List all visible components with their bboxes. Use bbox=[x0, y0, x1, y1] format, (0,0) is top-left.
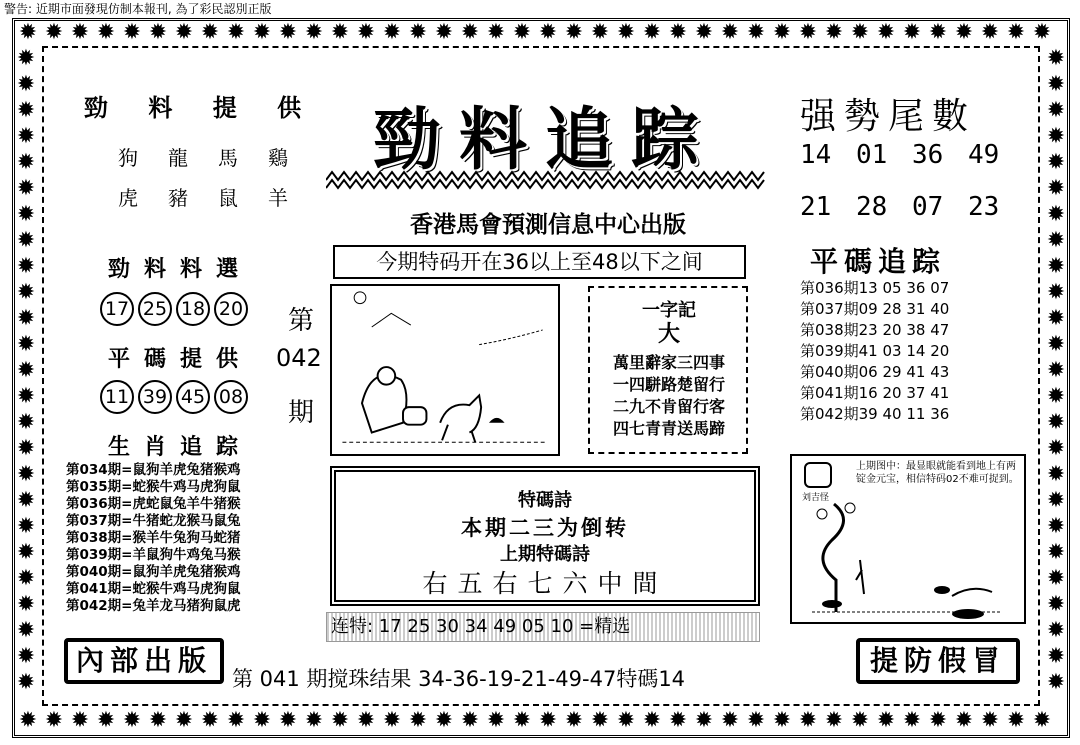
tail-heading: 强勢尾數 bbox=[800, 96, 977, 137]
sun-ornament-icon: ✹ bbox=[148, 708, 168, 733]
sx-list bbox=[66, 462, 241, 615]
sun-ornament-icon: ✹ bbox=[1046, 202, 1066, 227]
sun-ornament-icon: ✹ bbox=[1046, 436, 1066, 461]
sun-ornament-icon: ✹ bbox=[668, 708, 688, 733]
sun-ornament-icon: ✹ bbox=[876, 20, 896, 45]
sx-row: 第038期=猴羊牛兔狗马蛇猪 bbox=[66, 530, 241, 546]
tail-number: 36 bbox=[912, 140, 944, 170]
sun-ornament-icon: ✹ bbox=[746, 20, 766, 45]
sun-ornament-icon: ✹ bbox=[512, 708, 532, 733]
sun-ornament-icon: ✹ bbox=[1006, 20, 1026, 45]
sx-row: 第037期=牛猪蛇龙猴马鼠兔 bbox=[66, 513, 241, 529]
sun-ornament-icon: ✹ bbox=[278, 20, 298, 45]
sun-ornament-icon: ✹ bbox=[1046, 618, 1066, 643]
internal-badge: 內部出版 bbox=[64, 638, 224, 684]
sun-ornament-icon: ✹ bbox=[642, 708, 662, 733]
pick-numbers bbox=[100, 292, 250, 326]
sun-ornament-icon: ✹ bbox=[16, 540, 36, 565]
cartoon-logo-text: 刘吉怪 bbox=[802, 493, 830, 503]
tail-number: 23 bbox=[968, 192, 1000, 222]
ping-number: 45 bbox=[176, 380, 210, 414]
sun-ornament-icon: ✹ bbox=[16, 358, 36, 383]
pm-row: 第037期09 28 31 40 bbox=[800, 300, 950, 318]
sun-ornament-icon: ✹ bbox=[252, 708, 272, 733]
sun-ornament-icon: ✹ bbox=[16, 124, 36, 149]
sun-ornament-icon: ✹ bbox=[798, 708, 818, 733]
sun-ornament-icon: ✹ bbox=[928, 20, 948, 45]
sun-ornament-icon: ✹ bbox=[16, 566, 36, 591]
sun-ornament-icon: ✹ bbox=[304, 708, 324, 733]
anti-fake-badge: 提防假冒 bbox=[856, 638, 1020, 684]
sx-row: 第034期=鼠狗羊虎兔猪猴鸡 bbox=[66, 462, 241, 478]
publisher-line: 香港馬會預測信息中心出版 bbox=[410, 212, 686, 238]
sun-ornament-icon: ✹ bbox=[200, 20, 220, 45]
sun-ornament-icon: ✹ bbox=[460, 20, 480, 45]
sun-ornament-icon: ✹ bbox=[694, 20, 714, 45]
sun-ornament-icon: ✹ bbox=[434, 708, 454, 733]
pm-row: 第041期16 20 37 41 bbox=[800, 384, 950, 402]
zigzag-divider bbox=[326, 168, 766, 192]
sun-ornament-icon: ✹ bbox=[226, 708, 246, 733]
sun-ornament-icon: ✹ bbox=[772, 20, 792, 45]
sun-ornament-icon: ✹ bbox=[16, 254, 36, 279]
sun-ornament-icon: ✹ bbox=[96, 20, 116, 45]
issue-prefix: 第 bbox=[288, 306, 315, 336]
sun-ornament-icon: ✹ bbox=[1046, 228, 1066, 253]
sun-ornament-icon: ✹ bbox=[16, 618, 36, 643]
sun-ornament-icon: ✹ bbox=[590, 20, 610, 45]
pm-list bbox=[800, 278, 949, 425]
sun-ornament-icon: ✹ bbox=[720, 708, 740, 733]
sun-ornament-icon: ✹ bbox=[980, 708, 1000, 733]
sun-ornament-icon: ✹ bbox=[486, 708, 506, 733]
sun-ornament-icon: ✹ bbox=[954, 20, 974, 45]
pick-heading: 勁料料選 bbox=[108, 257, 253, 282]
sx-row: 第040期=鼠狗羊虎兔猪猴鸡 bbox=[66, 564, 241, 580]
sun-ornament-icon: ✹ bbox=[1046, 124, 1066, 149]
sun-ornament-icon: ✹ bbox=[330, 708, 350, 733]
sun-ornament-icon: ✹ bbox=[16, 462, 36, 487]
sun-ornament-icon: ✹ bbox=[642, 20, 662, 45]
sun-ornament-icon: ✹ bbox=[1046, 410, 1066, 435]
sun-ornament-icon: ✹ bbox=[70, 708, 90, 733]
zodiac-row-2: 虎豬鼠羊 bbox=[118, 186, 318, 210]
sun-ornament-icon: ✹ bbox=[902, 708, 922, 733]
sun-ornament-icon: ✹ bbox=[954, 708, 974, 733]
tail-number: 07 bbox=[912, 192, 944, 222]
sun-ornament-icon: ✹ bbox=[694, 708, 714, 733]
issue-number: 042 bbox=[276, 344, 322, 372]
sun-ornament-icon: ✹ bbox=[18, 708, 38, 733]
sun-ornament-icon: ✹ bbox=[1046, 254, 1066, 279]
sx-row: 第039期=羊鼠狗牛鸡兔马猴 bbox=[66, 547, 241, 563]
sun-ornament-icon: ✹ bbox=[148, 20, 168, 45]
sun-ornament-icon: ✹ bbox=[1032, 708, 1052, 733]
sun-ornament-icon: ✹ bbox=[1046, 46, 1066, 71]
selection-strip: 连特: 17 25 30 34 49 05 10 =精选 bbox=[326, 612, 760, 642]
pm-row: 第040期06 29 41 43 bbox=[800, 363, 950, 381]
sun-ornament-icon: ✹ bbox=[16, 72, 36, 97]
sun-ornament-icon: ✹ bbox=[382, 708, 402, 733]
sun-ornament-icon: ✹ bbox=[304, 20, 324, 45]
pm-heading: 平碼追踪 bbox=[810, 245, 947, 278]
sun-ornament-icon: ✹ bbox=[564, 708, 584, 733]
sun-ornament-icon: ✹ bbox=[16, 592, 36, 617]
sun-ornament-icon: ✹ bbox=[16, 306, 36, 331]
sun-ornament-icon: ✹ bbox=[1046, 150, 1066, 175]
sun-ornament-icon: ✹ bbox=[512, 20, 532, 45]
sun-ornament-icon: ✹ bbox=[564, 20, 584, 45]
sun-ornament-icon: ✹ bbox=[16, 46, 36, 71]
sun-ornament-icon: ✹ bbox=[16, 384, 36, 409]
ping-numbers bbox=[100, 380, 250, 414]
sun-ornament-icon: ✹ bbox=[96, 708, 116, 733]
sun-ornament-icon: ✹ bbox=[590, 708, 610, 733]
sun-ornament-icon: ✹ bbox=[616, 708, 636, 733]
sun-ornament-icon: ✹ bbox=[16, 150, 36, 175]
sun-ornament-icon: ✹ bbox=[16, 228, 36, 253]
pick-number: 17 bbox=[100, 292, 134, 326]
sun-ornament-icon: ✹ bbox=[18, 20, 38, 45]
supply-heading: 勁 料 提 供 bbox=[84, 94, 318, 122]
sun-ornament-icon: ✹ bbox=[1046, 670, 1066, 695]
sun-ornament-icon: ✹ bbox=[1046, 462, 1066, 487]
sun-ornament-icon: ✹ bbox=[226, 20, 246, 45]
sun-ornament-icon: ✹ bbox=[850, 708, 870, 733]
sun-ornament-icon: ✹ bbox=[16, 644, 36, 669]
sx-row: 第041期=蛇猴牛鸡马虎狗鼠 bbox=[66, 581, 241, 597]
sun-ornament-icon: ✹ bbox=[1032, 20, 1052, 45]
poem-title: 一字記 bbox=[642, 300, 696, 321]
sun-ornament-icon: ✹ bbox=[772, 708, 792, 733]
sun-ornament-icon: ✹ bbox=[1046, 488, 1066, 513]
sun-ornament-icon: ✹ bbox=[486, 20, 506, 45]
sun-ornament-icon: ✹ bbox=[408, 20, 428, 45]
sun-ornament-icon: ✹ bbox=[1046, 306, 1066, 331]
tail-number: 01 bbox=[856, 140, 888, 170]
poem-line: 萬里辭家三四事 bbox=[612, 353, 725, 372]
sun-ornament-icon: ✹ bbox=[1006, 708, 1026, 733]
sun-ornament-icon: ✹ bbox=[1046, 514, 1066, 539]
cartoon-logo-icon bbox=[804, 462, 832, 488]
sun-ornament-icon: ✹ bbox=[252, 20, 272, 45]
poem-line: 四七青青送馬蹄 bbox=[612, 419, 725, 438]
issue-suffix: 期 bbox=[288, 398, 315, 428]
tail-number: 14 bbox=[800, 140, 832, 170]
sun-ornament-icon: ✹ bbox=[1046, 644, 1066, 669]
sun-ornament-icon: ✹ bbox=[876, 708, 896, 733]
sun-ornament-icon: ✹ bbox=[122, 20, 142, 45]
draw-result: 第 041 期搅珠结果 34-36-19-21-49-47特碼14 bbox=[232, 667, 686, 691]
sun-ornament-icon: ✹ bbox=[70, 20, 90, 45]
sun-ornament-icon: ✹ bbox=[720, 20, 740, 45]
poem-line: 二九不肯留行客 bbox=[612, 397, 725, 416]
sun-ornament-icon: ✹ bbox=[16, 514, 36, 539]
sun-ornament-icon: ✹ bbox=[980, 20, 1000, 45]
pick-number: 25 bbox=[138, 292, 172, 326]
sun-ornament-icon: ✹ bbox=[16, 410, 36, 435]
zodiac-row-1: 狗龍馬鷄 bbox=[118, 146, 318, 170]
sun-ornament-icon: ✹ bbox=[330, 20, 350, 45]
sun-ornament-icon: ✹ bbox=[460, 708, 480, 733]
sun-ornament-icon: ✹ bbox=[668, 20, 688, 45]
range-notice: 今期特码开在36以上至48以下之间 bbox=[333, 245, 746, 279]
sun-ornament-icon: ✹ bbox=[278, 708, 298, 733]
special-poem-line: 本期二三为倒转 bbox=[461, 516, 629, 540]
sun-ornament-icon: ✹ bbox=[1046, 98, 1066, 123]
sun-ornament-icon: ✹ bbox=[16, 98, 36, 123]
sun-ornament-icon: ✹ bbox=[798, 20, 818, 45]
sun-ornament-icon: ✹ bbox=[16, 176, 36, 201]
page-title: 勁料追踪 bbox=[372, 100, 717, 180]
sun-ornament-icon: ✹ bbox=[850, 20, 870, 45]
last-poem-heading: 上期特碼詩 bbox=[500, 544, 590, 565]
cartoon-panel bbox=[790, 454, 1026, 624]
warning-text: 警告: 近期市面發現仿制本報刊, 為了彩民認別正版 bbox=[4, 2, 272, 16]
sun-ornament-icon: ✹ bbox=[44, 20, 64, 45]
ping-number: 08 bbox=[214, 380, 248, 414]
sun-ornament-icon: ✹ bbox=[1046, 358, 1066, 383]
pick-number: 18 bbox=[176, 292, 210, 326]
poem-big-char: 大 bbox=[657, 322, 680, 347]
pm-row: 第039期41 03 14 20 bbox=[800, 342, 950, 360]
sun-ornament-icon: ✹ bbox=[382, 20, 402, 45]
sun-ornament-icon: ✹ bbox=[1046, 332, 1066, 357]
cartoon-caption: 上期图中：最显眼就能看到地上有两锭金元宝，相信特码02不难可捉到。 bbox=[856, 461, 1019, 485]
sun-ornament-icon: ✹ bbox=[746, 708, 766, 733]
sun-ornament-icon: ✹ bbox=[16, 488, 36, 513]
ping-heading: 平碼提供 bbox=[108, 347, 253, 372]
sun-ornament-icon: ✹ bbox=[174, 708, 194, 733]
tail-number: 49 bbox=[968, 140, 1000, 170]
ping-number: 11 bbox=[100, 380, 134, 414]
sun-ornament-icon: ✹ bbox=[356, 708, 376, 733]
sun-ornament-icon: ✹ bbox=[200, 708, 220, 733]
sun-ornament-icon: ✹ bbox=[538, 20, 558, 45]
sun-ornament-icon: ✹ bbox=[928, 708, 948, 733]
sun-ornament-icon: ✹ bbox=[1046, 72, 1066, 97]
sun-ornament-icon: ✹ bbox=[174, 20, 194, 45]
sx-heading: 生肖追踪 bbox=[108, 435, 253, 460]
sun-ornament-icon: ✹ bbox=[824, 20, 844, 45]
sun-ornament-icon: ✹ bbox=[1046, 280, 1066, 305]
tail-number: 28 bbox=[856, 192, 888, 222]
farmer-illustration bbox=[330, 284, 560, 456]
poem-line: 一四駢路楚留行 bbox=[612, 375, 725, 394]
tail-number: 21 bbox=[800, 192, 832, 222]
ping-number: 39 bbox=[138, 380, 172, 414]
special-poem-box bbox=[330, 466, 760, 606]
cartoon-drawing bbox=[792, 500, 1024, 622]
sun-ornament-icon: ✹ bbox=[538, 708, 558, 733]
sun-ornament-icon: ✹ bbox=[1046, 176, 1066, 201]
sun-ornament-icon: ✹ bbox=[44, 708, 64, 733]
sun-ornament-icon: ✹ bbox=[16, 332, 36, 357]
sun-ornament-icon: ✹ bbox=[1046, 566, 1066, 591]
sun-ornament-icon: ✹ bbox=[434, 20, 454, 45]
pm-row: 第038期23 20 38 47 bbox=[800, 321, 950, 339]
sun-ornament-icon: ✹ bbox=[356, 20, 376, 45]
sun-ornament-icon: ✹ bbox=[902, 20, 922, 45]
sun-ornament-icon: ✹ bbox=[616, 20, 636, 45]
sun-ornament-icon: ✹ bbox=[16, 670, 36, 695]
sun-ornament-icon: ✹ bbox=[16, 202, 36, 227]
sun-ornament-icon: ✹ bbox=[408, 708, 428, 733]
sun-ornament-icon: ✹ bbox=[16, 436, 36, 461]
sun-ornament-icon: ✹ bbox=[1046, 384, 1066, 409]
last-poem-line: 右五右七六中間 bbox=[422, 569, 668, 598]
sx-row: 第036期=虎蛇鼠兔羊牛猪猴 bbox=[66, 496, 241, 512]
sx-row: 第042期=兔羊龙马猪狗鼠虎 bbox=[66, 598, 241, 614]
sun-ornament-icon: ✹ bbox=[1046, 592, 1066, 617]
pm-row: 第036期13 05 36 07 bbox=[800, 279, 950, 297]
sun-ornament-icon: ✹ bbox=[122, 708, 142, 733]
sun-ornament-icon: ✹ bbox=[16, 280, 36, 305]
sx-row: 第035期=蛇猴牛鸡马虎狗鼠 bbox=[66, 479, 241, 495]
pick-number: 20 bbox=[214, 292, 248, 326]
sun-ornament-icon: ✹ bbox=[1046, 540, 1066, 565]
pm-row: 第042期39 40 11 36 bbox=[800, 405, 950, 423]
sun-ornament-icon: ✹ bbox=[824, 708, 844, 733]
special-poem-heading: 特碼詩 bbox=[518, 490, 572, 511]
